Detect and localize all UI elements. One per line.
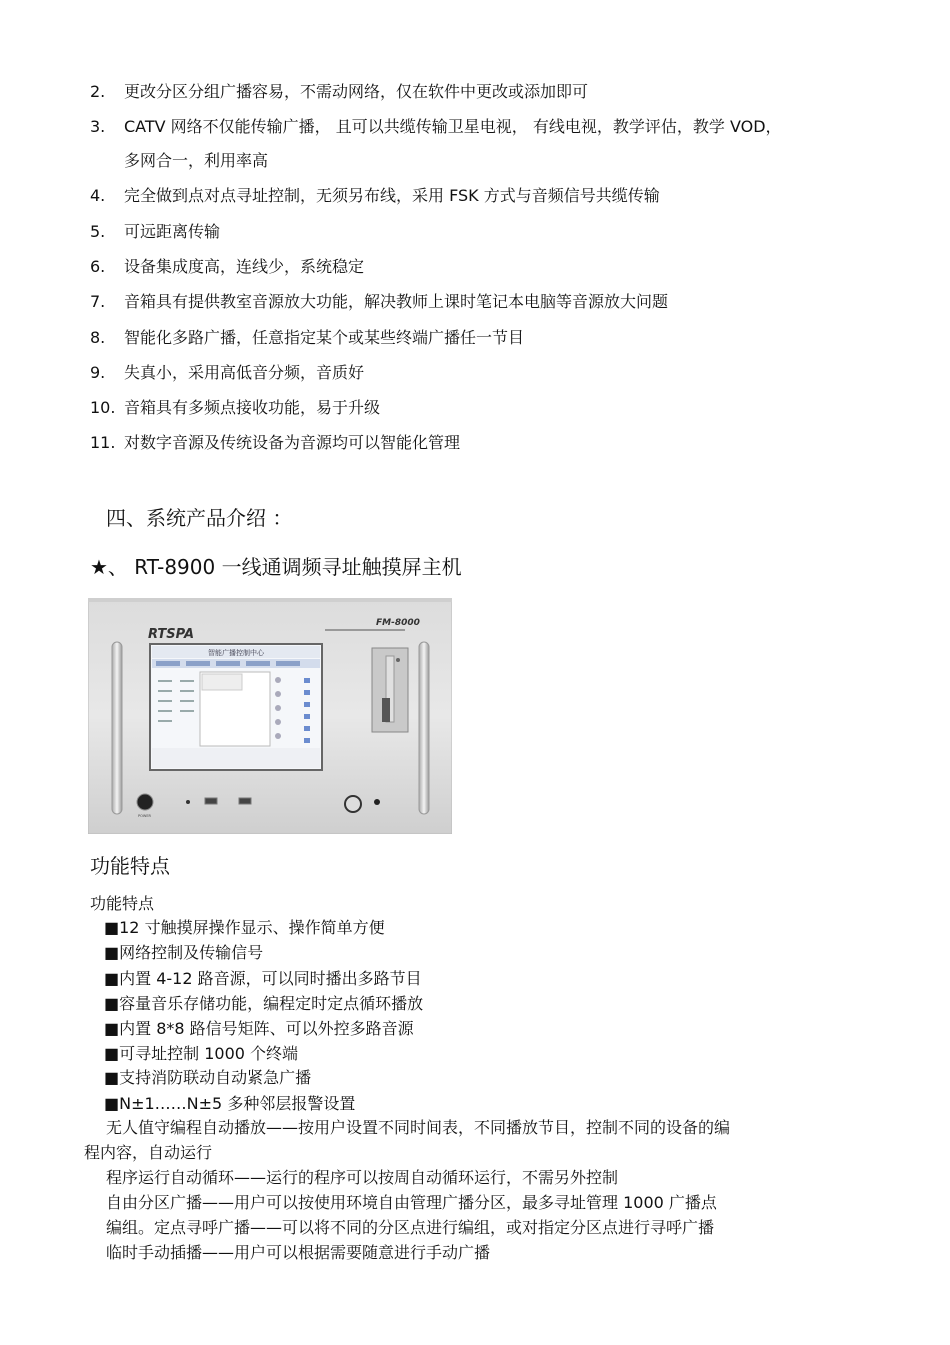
list-item: ■12 寸触摸屏操作显示、操作简单方便	[104, 918, 385, 937]
section-title: 四、系统产品介绍 ：	[106, 506, 293, 530]
list-item: 6. 设备集成度高，连线少，系统稳定	[90, 257, 365, 276]
list-item: 10. 音箱具有多频点接收功能，易于升级	[90, 398, 381, 417]
brand-logo: RTSPA	[148, 627, 195, 642]
list-item: ■N±1……N±5 多种邻层报警设置	[104, 1094, 356, 1113]
list-item: ■内置 4-12 路音源，可以同时播出多路节目	[104, 969, 422, 988]
product-title: ★、 RT-8900 一线通调频寻址触摸屏主机	[90, 555, 462, 579]
paragraph-line: 程内容，自动运行	[84, 1143, 213, 1162]
list-item: ■网络控制及传输信号	[104, 943, 264, 962]
paragraph-line: 临时手动插播——用户可以根据需要随意进行手动广播	[106, 1243, 491, 1262]
list-item: 5. 可远距离传输	[90, 222, 221, 241]
list-item: 9. 失真小，采用高低音分频，音质好	[90, 363, 365, 382]
list-item: 7. 音箱具有提供教室音源放大功能，解决教师上课时笔记本电脑等音源放大问题	[90, 292, 669, 311]
paragraph-line: 无人值守编程自动播放——按用户设置不同时间表，不同播放节目，控制不同的设备的编	[106, 1118, 731, 1137]
features-heading: 功能特点	[90, 854, 170, 878]
list-item: ■支持消防联动自动紧急广播	[104, 1068, 312, 1087]
volume-knob[interactable]	[345, 796, 361, 812]
list-item: 多网合一，利用率高	[124, 151, 269, 170]
list-item: 4. 完全做到点对点寻址控制，无须另布线，采用 FSK 方式与音频信号共缆传输	[90, 186, 660, 205]
left-handle	[112, 642, 122, 814]
paragraph-line: 自由分区广播——用户可以按使用环境自由管理广播分区，最多寻址管理 1000 广播点	[106, 1193, 717, 1212]
paragraph-line: 编组。定点寻呼广播——可以将不同的分区点进行编组，或对指定分区点进行寻呼广播	[106, 1218, 715, 1237]
screen-title: 智能广播控制中心	[208, 649, 264, 657]
model-label: FM-8000	[376, 618, 420, 628]
list-item: ■容量音乐存储功能，编程定时定点循环播放	[104, 994, 424, 1013]
indicator-light	[186, 800, 190, 804]
features-subheading: 功能特点	[90, 894, 155, 913]
usb-port	[205, 798, 217, 804]
headphone-jack	[374, 799, 380, 805]
list-item: 2. 更改分区分组广播容易，不需动网络，仅在软件中更改或添加即可	[90, 82, 589, 101]
right-handle	[419, 642, 429, 814]
list-item: ■内置 8*8 路信号矩阵、可以外控多路音源	[104, 1019, 414, 1038]
paragraph-line: 程序运行自动循环——运行的程序可以按周自动循环运行，不需另外控制	[106, 1168, 619, 1187]
device-photo	[88, 598, 452, 834]
usb-port	[239, 798, 251, 804]
power-label: POWER	[138, 814, 151, 818]
list-item: 11. 对数字音源及传统设备为音源均可以智能化管理	[90, 433, 461, 452]
list-item: 8. 智能化多路广播，任意指定某个或某些终端广播任一节目	[90, 328, 525, 347]
power-button[interactable]	[137, 794, 153, 810]
list-item: ■可寻址控制 1000 个终端	[104, 1044, 299, 1063]
list-item: 3. CATV 网络不仅能传输广播， 且可以共缆传输卫星电视， 有线电视，教学评估，教学 VOD，	[90, 117, 782, 136]
